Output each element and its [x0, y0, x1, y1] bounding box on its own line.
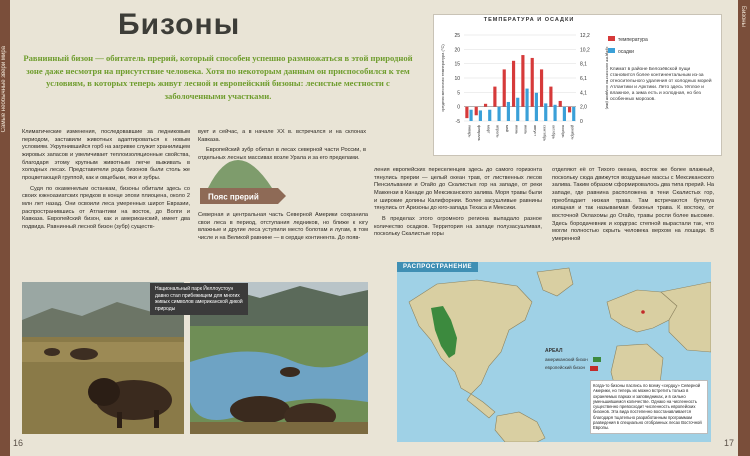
climate-chart — [434, 15, 610, 155]
y2-tick-label: 4,1 — [580, 90, 587, 97]
y-tick-label: 25 — [454, 33, 460, 39]
y-tick-label: 10 — [454, 76, 460, 82]
lead-paragraph: Равнинный бизон — обитатель прерий, который способен успешно размножаться в этой природной зоне даже несмотря на присутствие человека. Хотя по некоторым данным он приспособился к тем условиям, в которых теперь живут лесной и европейский бизоны: лесистые местности с заболоченными участками. — [23, 53, 413, 101]
legend-title: АРЕАЛ — [545, 348, 563, 354]
text-column-2-lower — [198, 212, 368, 246]
paragraph: Судя по окаменелым останкам, бизоны обитали здесь со своих южноазиатских предков в конце эпохи плиоцена, около 2 млн лет назад. Они освоили леса умеренных широт Евразии, распространившись от Атлантики на восток, до Волги и Кавказа. Европейский бизон, как и американский, имеет два подвида. Равнинный лесной бизон (зубр) существ- — [22, 185, 190, 230]
badge-label: Пояс прерий — [208, 192, 259, 202]
legend-label-american: американский бизон — [545, 357, 588, 362]
temperature-bar — [503, 69, 506, 106]
temperature-bar — [484, 104, 487, 107]
right-side-strip — [738, 0, 750, 456]
paragraph: Климатические изменения, последовавшие за ледниковым периодом, заставили животных адаптироваться к новым условиям. Укрупнившийся горб на загривке служит хранилищем жировых запасов и увеличивает теплоизоляционные свойства, благодаря этому крупным животным легче выживать в холодных лесах. Представители рода бизонов были столь же процветающей группой, как и овцебыки, яки и зубры. — [22, 129, 190, 181]
x-tick-label: февраль — [477, 125, 481, 141]
x-tick-label: август — [533, 125, 537, 137]
temperature-bar — [465, 107, 468, 118]
paragraph: вует и сейчас, а в начале XX в. встречался и на склонах Кавказа. — [198, 129, 366, 143]
right-strip-text: Бизоны — [740, 6, 746, 27]
x-tick-label: апрель — [495, 125, 500, 138]
y-tick-label: -5 — [455, 119, 460, 125]
chart-legend — [608, 36, 648, 55]
x-tick-label: май — [505, 125, 509, 132]
paragraph: отделяют её от Тихого океана, восток же более влажный, поскольку сюда движутся воздушные массы с Мексиканского залива. Таким образом сформировалось два типа прерий. На западе, где равнина расположена в тени Скалистых гор, преобладает низкая трава. Там встречаются бутелуа изящная и так называемая бизонья трава. К востоку, от восточной Оклахомы до Огайо, травы росли более высокие. Здесь бородачевник и кордграс степной вырастали так, что могли полностью скрыть человека верхом на лошади. В умеренной — [552, 167, 714, 242]
y2-axis-label: среднее количество осадков (мм) — [605, 46, 610, 110]
precipitation-bar — [497, 107, 500, 121]
y2-tick-label: 12,2 — [580, 33, 590, 39]
x-tick-label: октябрь — [551, 125, 556, 139]
y-axis-label: средняя месячная температура (°C) — [440, 44, 445, 112]
temperature-bar — [475, 107, 478, 116]
temperature-bar — [549, 87, 552, 107]
precipitation-bar — [516, 98, 519, 121]
precipitation-bar — [553, 105, 556, 121]
distribution-label: РАСПРОСТРАНЕНИЕ — [397, 262, 478, 272]
precipitation-bar — [488, 110, 491, 121]
legend-swatch-european — [590, 366, 598, 371]
temperature-bar — [559, 101, 562, 107]
precipitation-bar — [525, 89, 528, 121]
legend-label-european: европейский бизон — [545, 365, 585, 371]
y-tick-label: 0 — [457, 104, 460, 111]
map-caption: Когда-то бизоны паслись по всему «сердцу» Северной Америки, но теперь их можно встретить только в охраняемых парках и заповедниках, и в сильно уменьшившемся количестве. Однако на численность существенно превосходит численность европейских бизонов. Эта вида постепенно восстанавливается благодаря тщательно разработанным программам разведения в специально отобранных лесах Восточной Европы. — [590, 380, 708, 434]
precipitation-bar — [544, 103, 547, 121]
precipitation-bar — [507, 102, 510, 121]
x-tick-label: сентябрь — [542, 125, 547, 142]
left-strip-text: Самые необычные звери мира — [1, 46, 7, 133]
y-tick-label: 20 — [454, 47, 460, 54]
precipitation-bar — [479, 110, 482, 121]
map-legend — [545, 348, 601, 371]
y2-tick-label: 6,1 — [580, 76, 587, 82]
text-column-2 — [198, 129, 366, 166]
legend-item-american — [545, 357, 601, 362]
chart-title: ТЕМПЕРАТУРА И ОСАДКИ — [483, 17, 575, 23]
temperature-bar — [531, 58, 534, 107]
x-tick-label: ноябрь — [561, 125, 565, 138]
x-tick-label: январь — [467, 125, 472, 138]
text-column-4 — [552, 167, 714, 247]
y2-tick-label: 10,2 — [580, 47, 590, 54]
x-tick-label: июнь — [514, 125, 519, 135]
y2-tick-label: 2,0 — [580, 104, 587, 111]
temperature-bar — [512, 61, 515, 107]
precipitation-bar — [535, 93, 538, 121]
climate-chart-panel — [433, 14, 722, 156]
text-column-3 — [374, 167, 542, 242]
chart-note: Климат в районе Белозёвской пущи становится более континентальным из-за относительного удаления от холодных морей Атлантики и Арктики. Лето здесь тёплое и влажное, а зима есть и холодная, но без особенных морозов. — [610, 67, 712, 102]
y2-tick-label: 8,1 — [580, 61, 587, 68]
y-tick-label: 5 — [457, 90, 460, 97]
page-number-right: 17 — [724, 438, 735, 448]
page-number-left: 16 — [13, 438, 24, 448]
left-side-strip — [0, 0, 10, 456]
legend-label-temperature: температура — [618, 37, 648, 43]
y-tick-label: 15 — [454, 61, 460, 68]
precipitation-bar — [469, 110, 472, 121]
temperature-bar — [568, 107, 571, 113]
temperature-bar — [493, 87, 496, 107]
precipitation-bar — [563, 107, 566, 121]
page-title: Бизоны — [118, 8, 241, 41]
temperature-bar — [521, 55, 524, 107]
x-tick-label: март — [486, 125, 491, 134]
european-bison-range — [641, 310, 645, 314]
prairie-belt-badge — [200, 188, 286, 204]
photo-caption: Национальный парк Йеллоустоун давно стал прибежищем для многих живых символов американской дикой природы — [150, 283, 248, 315]
y2-tick-label: 0 — [580, 119, 583, 125]
paragraph: Европейский зубр обитал в лесах северной части России, в отдельных лесных массивах возле Урала и за его пределами. — [198, 147, 366, 161]
paragraph: Северная и центральная часть Северной Америки сохранила свои леса в период, отступания ледников, но ближе к югу влажные и другие леса уступили место болотам и лугам, в том числе и на Великой равнине — в сердце континента. До появ- — [198, 212, 368, 241]
x-tick-label: декабрь — [570, 125, 575, 140]
precipitation-bar — [572, 107, 575, 121]
legend-swatch-american — [593, 357, 601, 362]
text-column-1 — [22, 129, 190, 235]
legend-label-precipitation: осадки — [618, 49, 634, 55]
x-tick-label: июль — [523, 125, 528, 135]
paragraph: ления европейских переселенцев здесь до самого горизонта тянулись прерии — целый океан трав, от лиственных лесов Пенсильвании и Огайо до Скалистых гор на западе, от реки Маккензи в Канаде до Мексиканского залива. Моря травы были и широкие долины Калифорнии. Более засушливые равнины тянулись от Аризоны до юго-запада Техаса и Мексики. — [374, 167, 542, 212]
temperature-bar — [540, 69, 543, 106]
legend-item-european — [545, 365, 601, 370]
paragraph: В пределах этого огромного региона выпадало разное количество осадков. Территория на западе полузасушливая, поскольку Скалистые горы — [374, 215, 542, 238]
